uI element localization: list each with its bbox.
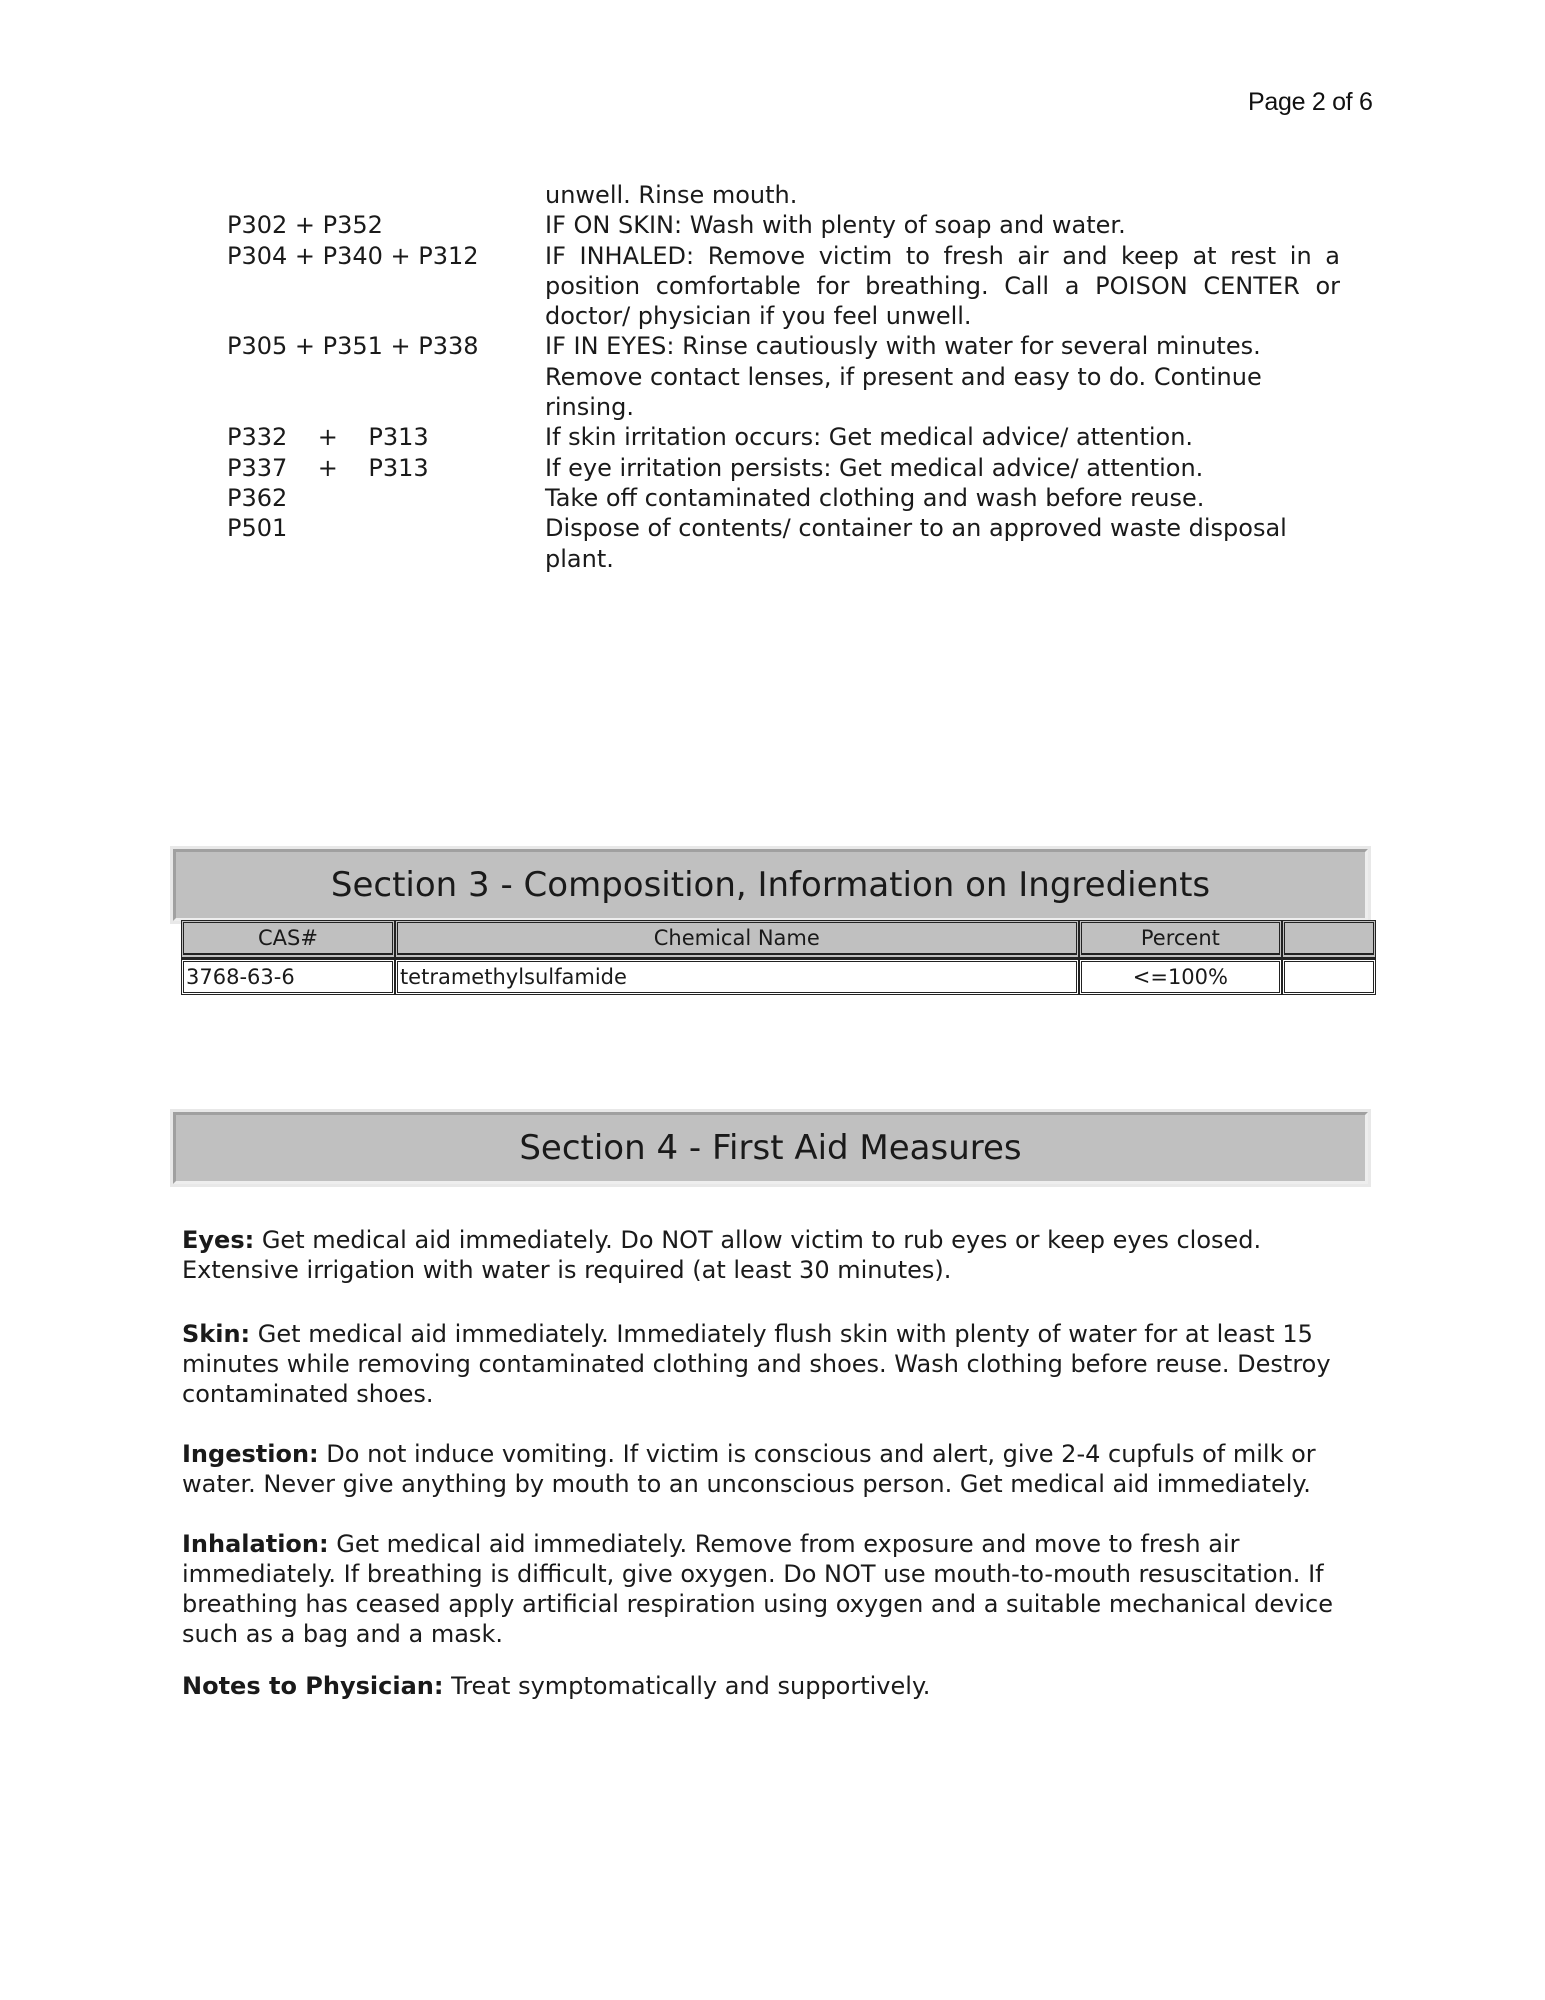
- table-row: [181, 959, 1376, 995]
- first-aid-notes-to-physician: [182, 1671, 1362, 1701]
- statement-code: P501: [227, 514, 288, 543]
- statement-code: [227, 180, 545, 210]
- cell-blank: [1282, 959, 1376, 995]
- first-aid-text: Do not induce vomiting. If victim is conscious and alert, give 2-4 cupfuls of milk or water. Never give anything by mouth to an unconscious person. Get medical aid immediately.: [182, 1440, 1316, 1498]
- first-aid-eyes: [182, 1225, 1362, 1285]
- first-aid-measures: [182, 1225, 1362, 1701]
- statement-text: IF ON SKIN: Wash with plenty of soap and water.: [545, 211, 1126, 240]
- statement-text: unwell. Rinse mouth.: [545, 181, 798, 209]
- statement-row: [227, 331, 1347, 422]
- column-header-cas: CAS#: [181, 920, 395, 959]
- first-aid-text: Treat symptomatically and supportively.: [443, 1672, 931, 1700]
- cell-chemical-name: tetramethylsulfamide: [395, 959, 1079, 995]
- statement-code: P337 + P313: [227, 453, 429, 482]
- statement-row: [227, 513, 1347, 574]
- first-aid-skin: [182, 1319, 1362, 1409]
- statement-row: [227, 210, 1347, 240]
- first-aid-inhalation: [182, 1529, 1362, 1649]
- statement-row: [227, 453, 1347, 483]
- statement-text: Take off contaminated clothing and wash before reuse.: [545, 483, 1205, 512]
- statement-row: [227, 422, 1347, 452]
- statement-text: IF INHALED: Remove victim to fresh air and keep at rest in a position comfortable for breathing. Call a POISON CENTER or doctor/ physician if you feel unwell.: [545, 241, 1340, 331]
- table-header-row: [181, 920, 1376, 959]
- first-aid-label: Eyes:: [182, 1226, 255, 1254]
- ingredients-table: [181, 920, 1376, 995]
- first-aid-label: Notes to Physician:: [182, 1672, 444, 1700]
- statement-text: Dispose of contents/ container to an approved waste disposal plant.: [545, 514, 1287, 573]
- statement-text: If eye irritation persists: Get medical advice/ attention.: [545, 453, 1204, 482]
- precautionary-statements: [227, 180, 1347, 574]
- first-aid-ingestion: [182, 1439, 1362, 1499]
- statement-text: IF IN EYES: Rinse cautiously with water for several minutes. Remove contact lenses, if present and easy to do. Continue rinsing.: [545, 332, 1262, 422]
- first-aid-label: Skin:: [182, 1320, 251, 1348]
- statement-row: [227, 241, 1347, 332]
- cell-percent: <=100%: [1079, 959, 1283, 995]
- column-header-percent: Percent: [1079, 920, 1283, 959]
- statement-code: P304 + P340 + P312: [227, 241, 479, 270]
- statement-code: P302 + P352: [227, 211, 383, 240]
- statement-code: P332 + P313: [227, 423, 429, 452]
- statement-code: P362: [227, 483, 288, 512]
- first-aid-label: Ingestion:: [182, 1440, 319, 1468]
- statement-code: P305 + P351 + P338: [227, 332, 479, 361]
- statement-text: If skin irritation occurs: Get medical advice/ attention.: [545, 423, 1194, 452]
- statement-row: [227, 180, 1347, 210]
- section-4-header: Section 4 - First Aid Measures: [173, 1112, 1368, 1184]
- first-aid-text: Get medical aid immediately. Do NOT allow victim to rub eyes or keep eyes closed. Extensive irrigation with water is required (at least 30 minutes).: [182, 1226, 1262, 1284]
- first-aid-text: Get medical aid immediately. Immediately flush skin with plenty of water for at least 15 minutes while removing contaminated clothing and shoes. Wash clothing before reuse. Destroy contaminated shoes.: [182, 1320, 1331, 1408]
- column-header-chemical-name: Chemical Name: [395, 920, 1079, 959]
- page-number: Page 2 of 6: [1248, 88, 1373, 116]
- first-aid-text: Get medical aid immediately. Remove from exposure and move to fresh air immediately. If breathing is difficult, give oxygen. Do NOT use mouth-to-mouth resuscitation. If breathing has ceased apply artificial respiration using oxygen and a suitable mechanical device such as a bag and a mask.: [182, 1530, 1333, 1648]
- column-header-blank: [1282, 920, 1376, 959]
- first-aid-label: Inhalation:: [182, 1530, 329, 1558]
- cell-cas: 3768-63-6: [181, 959, 395, 995]
- section-3-header: Section 3 - Composition, Information on Ingredients: [173, 849, 1368, 921]
- statement-row: [227, 483, 1347, 513]
